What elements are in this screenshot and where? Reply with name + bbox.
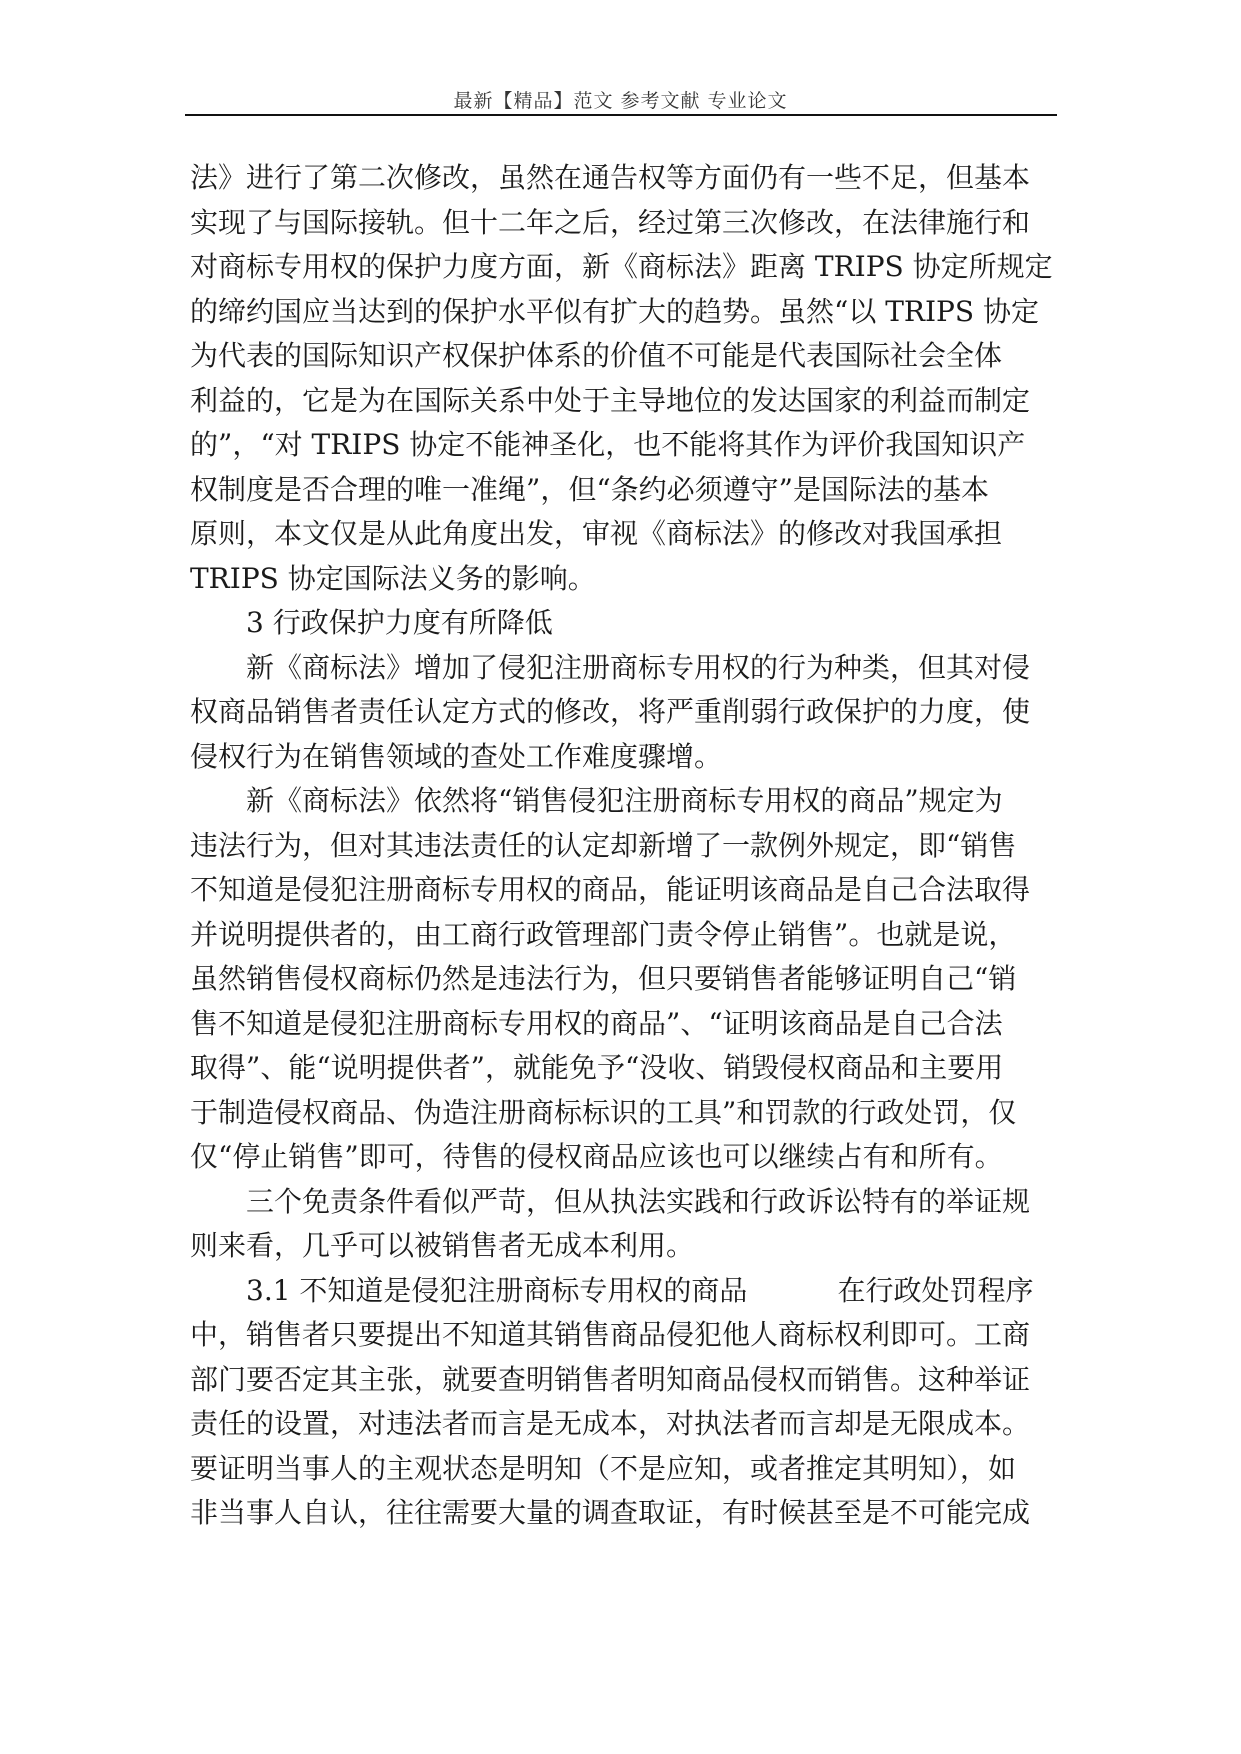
text-line: 为代表的国际知识产权保护体系的价值不可能是代表国际社会全体 bbox=[190, 339, 1003, 372]
text-line: 三个免责条件看似严苛，但从执法实践和行政诉讼特有的举证规 bbox=[246, 1184, 1031, 1218]
subsection-line bbox=[190, 1269, 1060, 1314]
text-line: 新《商标法》依然将“销售侵犯注册商标专用权的商品”规定为 bbox=[246, 784, 1003, 817]
header-divider bbox=[185, 114, 1057, 116]
text-line: 售不知道是侵犯注册商标专用权的商品”、“证明该商品是自己合法 bbox=[190, 1006, 1003, 1040]
text-line: 原则，本文仅是从此角度出发，审视《商标法》的修改对我国承担 bbox=[190, 517, 1003, 550]
text-line: 并说明提供者的，由工商行政管理部门责令停止销售”。也就是说， bbox=[190, 917, 1017, 951]
text-line: 不知道是侵犯注册商标专用权的商品，能证明该商品是自己合法取得 bbox=[190, 873, 1031, 906]
text-line: 侵权行为在销售领域的查处工作难度骤增。 bbox=[190, 739, 723, 773]
text-line: 权商品销售者责任认定方式的修改，将严重削弱行政保护的力度，使 bbox=[190, 695, 1031, 728]
section-heading: 3 行政保护力度有所降低 bbox=[246, 606, 553, 639]
text-line: 责任的设置，对违法者而言是无成本，对执法者而言却是无限成本。 bbox=[190, 1407, 1031, 1440]
text-line: 的缔约国应当达到的保护水平似有扩大的趋势。虽然“以 TRIPS 协定 bbox=[190, 294, 1039, 328]
text-line: 权制度是否合理的唯一准绳”，但“条约必须遵守”是国际法的基本 bbox=[190, 472, 989, 506]
text-line: TRIPS 协定国际法义务的影响。 bbox=[190, 561, 596, 595]
text-line: 则来看，几乎可以被销售者无成本利用。 bbox=[190, 1229, 695, 1262]
text-line: 要证明当事人的主观状态是明知（不是应知，或者推定其明知），如 bbox=[190, 1451, 1017, 1485]
text-line: 利益的，它是为在国际关系中处于主导地位的发达国家的利益而制定 bbox=[190, 383, 1031, 417]
text-line: 的”，“对 TRIPS 协定不能神圣化，也不能将其作为评价我国知识产 bbox=[190, 428, 1026, 461]
text-line: 对商标专用权的保护力度方面，新《商标法》距离 TRIPS 协定所规定 bbox=[190, 250, 1053, 283]
text-line: 实现了与国际接轨。但十二年之后，经过第三次修改，在法律施行和 bbox=[190, 205, 1031, 239]
text-line: 非当事人自认，往往需要大量的调查取证，有时候甚至是不可能完成 bbox=[190, 1496, 1031, 1529]
text-line: 仅“停止销售”即可，待售的侵权商品应该也可以继续占有和所有。 bbox=[190, 1140, 1003, 1173]
text-line: 于制造侵权商品、伪造注册商标标识的工具”和罚款的行政处罚，仅 bbox=[190, 1095, 1017, 1129]
body-text bbox=[190, 156, 1060, 1536]
subsection-text: 在行政处罚程序 bbox=[837, 1273, 1034, 1307]
text-line: 法》进行了第二次修改，虽然在通告权等方面仍有一些不足，但基本 bbox=[190, 161, 1031, 194]
text-line: 虽然销售侵权商标仍然是违法行为，但只要销售者能够证明自己“销 bbox=[190, 962, 1017, 995]
text-line: 违法行为，但对其违法责任的认定却新增了一款例外规定，即“销售 bbox=[190, 828, 1017, 862]
text-line: 取得”、能“说明提供者”，就能免予“没收、销毁侵权商品和主要用 bbox=[190, 1051, 1004, 1084]
subsection-heading: 3.1 不知道是侵犯注册商标专用权的商品 bbox=[246, 1273, 748, 1307]
text-line: 部门要否定其主张，就要查明销售者明知商品侵权而销售。这种举证 bbox=[190, 1362, 1031, 1396]
running-header: 最新【精品】范文 参考文献 专业论文 bbox=[453, 90, 788, 112]
text-line: 新《商标法》增加了侵犯注册商标专用权的行为种类，但其对侵 bbox=[246, 650, 1031, 684]
text-line: 中，销售者只要提出不知道其销售商品侵犯他人商标权利即可。工商 bbox=[190, 1318, 1031, 1351]
